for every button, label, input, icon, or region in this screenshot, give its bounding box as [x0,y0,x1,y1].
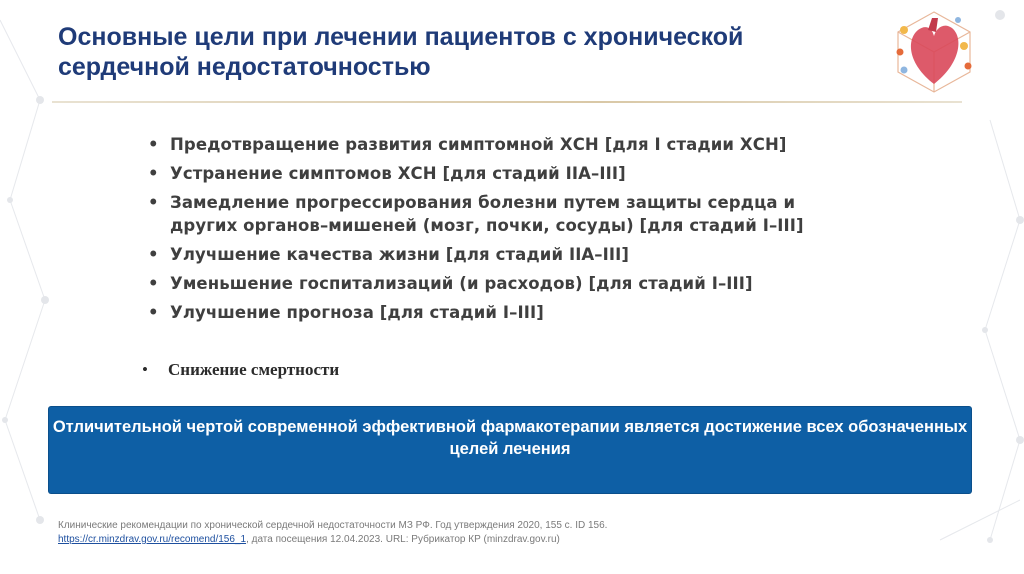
treatment-goals-list [148,133,868,330]
source-link[interactable]: https://cr.minzdrav.gov.ru/recomend/156_1 [58,534,247,545]
goal-item: • Уменьшение госпитализаций (и расходов) [для стадий I–III] [148,272,868,295]
goal-item: • Улучшение прогноза [для стадий I–III] [148,301,868,324]
goal-item: • Предотвращение развития симптомной ХСН [для I стадии ХСН] [148,133,868,156]
page-title: Основные цели при лечении пациентов с хронической сердечной недостаточностью [58,23,744,81]
extra-goal-bullet: • [142,360,148,379]
goal-item: • Замедление прогрессирования болезни путем защиты сердца и других органов–мишеней (мозг, почки, сосуды) [для стадий I–III] [148,191,868,237]
goal-item: • Улучшение качества жизни [для стадий IIA–III] [148,243,868,266]
highlight-box [49,407,971,493]
source-line-2 [58,533,758,547]
source-line-1: Клинические рекомендации по хронической сердечной недостаточности МЗ РФ. Год утверждения 2020, 155 с. ID 156. [58,520,608,531]
source-reference [58,519,758,547]
source-line-2-rest: , дата посещения 12.04.2023. URL: Рубрикатор КР (minzdrav.gov.ru) [246,534,560,545]
title-divider [52,101,962,103]
highlight-text: Отличительной чертой современной эффективной фармакотерапии является достижение всех обозначенных целей лечения [52,418,968,458]
goal-item: • Устранение симптомов ХСН [для стадий IIA–III] [148,162,868,185]
extra-goal-text: Снижение смертности [168,360,340,379]
extra-goal [142,360,339,380]
heart-network-logo-icon [888,6,980,98]
